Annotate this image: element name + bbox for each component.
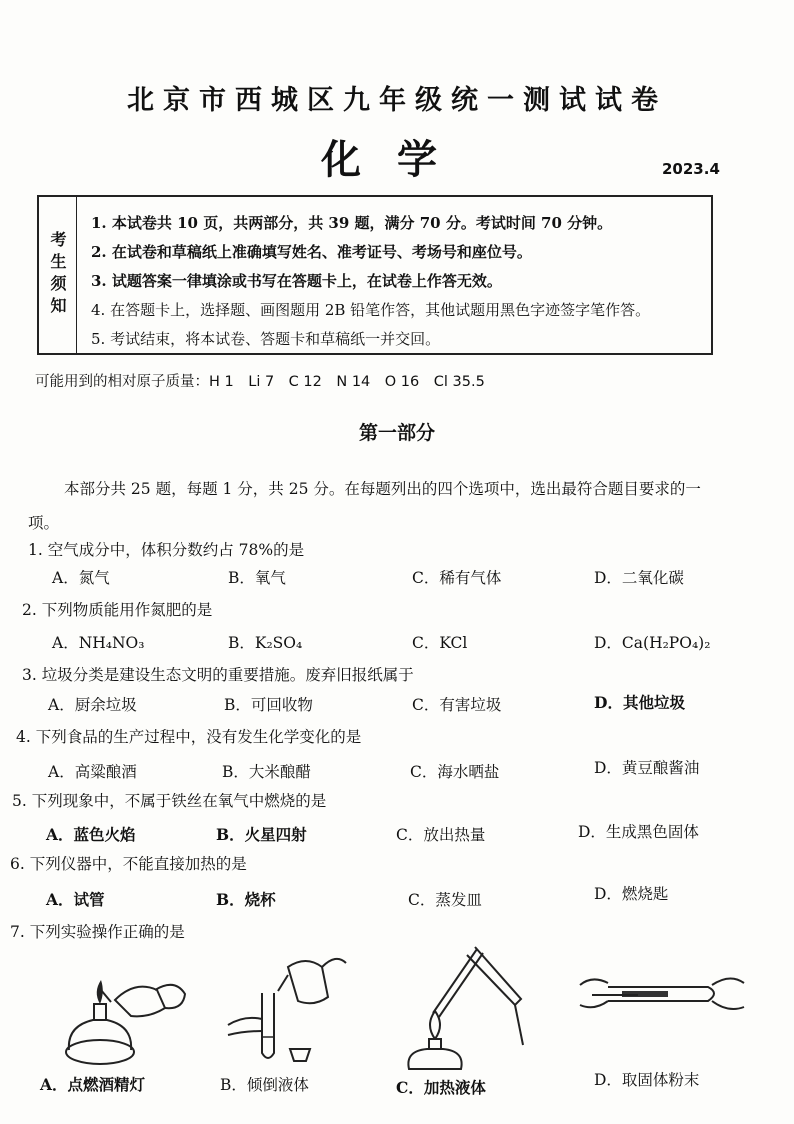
notice-item: 3. 试题答案一律填涂或书写在答题卡上，在试卷上作答无效。 bbox=[91, 272, 502, 290]
section-intro: 本部分共 25 题，每题 1 分，共 25 分。在每题列出的四个选项中，选出最符合题目要求的一项。 bbox=[28, 480, 701, 532]
notice-heading: 考生须知 bbox=[48, 231, 67, 319]
figure-pour-liquid bbox=[218, 945, 358, 1070]
exam-title: 北京市西城区九年级统一测试试卷 bbox=[127, 85, 667, 116]
option-a: A．试管 bbox=[46, 890, 105, 909]
option-c: C．有害垃圾 bbox=[412, 696, 502, 714]
notice-item: 2. 在试卷和草稿纸上准确填写姓名、准考证号、考场号和座位号。 bbox=[91, 243, 532, 261]
option-b: B．烧杯 bbox=[216, 890, 276, 909]
option-d: D．二氧化碳 bbox=[594, 569, 684, 587]
figure-light-alcohol-lamp bbox=[45, 960, 195, 1070]
notice-item: 1. 本试卷共 10 页，共两部分，共 39 题，满分 70 分。考试时间 70 分钟。 bbox=[91, 214, 613, 232]
option-a: A．点燃酒精灯 bbox=[40, 1075, 146, 1094]
question-stem: 5. 下列现象中，不属于铁丝在氧气中燃烧的是 bbox=[12, 792, 327, 810]
notice-list bbox=[91, 209, 650, 354]
option-b: B．大米酿醋 bbox=[222, 763, 311, 781]
option-a: A．高粱酿酒 bbox=[48, 763, 137, 781]
option-d: D．Ca(H₂PO₄)₂ bbox=[594, 634, 711, 652]
section-title: 第一部分 bbox=[358, 422, 435, 444]
option-a: A．蓝色火焰 bbox=[46, 825, 136, 844]
question-stem: 2. 下列物质能用作氮肥的是 bbox=[22, 601, 213, 619]
option-a: A．氮气 bbox=[52, 569, 110, 587]
option-b: B．倾倒液体 bbox=[220, 1076, 309, 1094]
question-stem: 4. 下列食品的生产过程中，没有发生化学变化的是 bbox=[16, 728, 362, 746]
option-b: B．火星四射 bbox=[216, 825, 307, 844]
question-stem: 1. 空气成分中，体积分数约占 78%的是 bbox=[28, 541, 305, 559]
option-c: C．加热液体 bbox=[396, 1078, 486, 1097]
option-b: B．氧气 bbox=[228, 569, 286, 587]
notice-heading-cell bbox=[39, 197, 77, 353]
option-c: C．蒸发皿 bbox=[408, 891, 482, 909]
option-b: B．可回收物 bbox=[224, 696, 313, 714]
option-d: D．取固体粉末 bbox=[594, 1071, 700, 1089]
question-stem: 6. 下列仪器中，不能直接加热的是 bbox=[10, 855, 247, 873]
notice-item: 4. 在答题卡上，选择题、画图题用 2B 铅笔作答，其他试题用黑色字迹签字笔作答。 bbox=[91, 301, 651, 319]
exam-date: 2023.4 bbox=[662, 160, 720, 178]
question-stem: 3. 垃圾分类是建设生态文明的重要措施。废弃旧报纸属于 bbox=[22, 666, 414, 684]
notice-item: 5. 考试结束，将本试卷、答题卡和草稿纸一并交回。 bbox=[91, 330, 441, 348]
option-d: D．其他垃圾 bbox=[594, 693, 685, 712]
candidate-notice-box bbox=[37, 195, 713, 355]
option-a: A．NH₄NO₃ bbox=[52, 634, 145, 652]
option-c: C．稀有气体 bbox=[412, 569, 502, 587]
atomic-masses: 可能用到的相对原子质量：H 1 Li 7 C 12 N 14 O 16 Cl 35.5 bbox=[35, 374, 485, 390]
option-d: D．生成黑色固体 bbox=[578, 823, 699, 841]
option-c: C．放出热量 bbox=[396, 826, 486, 844]
figure-take-powder bbox=[578, 965, 748, 1035]
option-c: C．海水晒盐 bbox=[410, 763, 500, 781]
subject-title: 化学 bbox=[321, 137, 473, 183]
option-d: D．燃烧匙 bbox=[594, 885, 669, 903]
option-b: B．K₂SO₄ bbox=[228, 634, 303, 652]
option-c: C．KCl bbox=[412, 634, 468, 652]
option-a: A．厨余垃圾 bbox=[48, 696, 137, 714]
figure-heat-liquid bbox=[395, 935, 545, 1075]
question-stem: 7. 下列实验操作正确的是 bbox=[10, 923, 185, 941]
option-d: D．黄豆酿酱油 bbox=[594, 759, 700, 777]
